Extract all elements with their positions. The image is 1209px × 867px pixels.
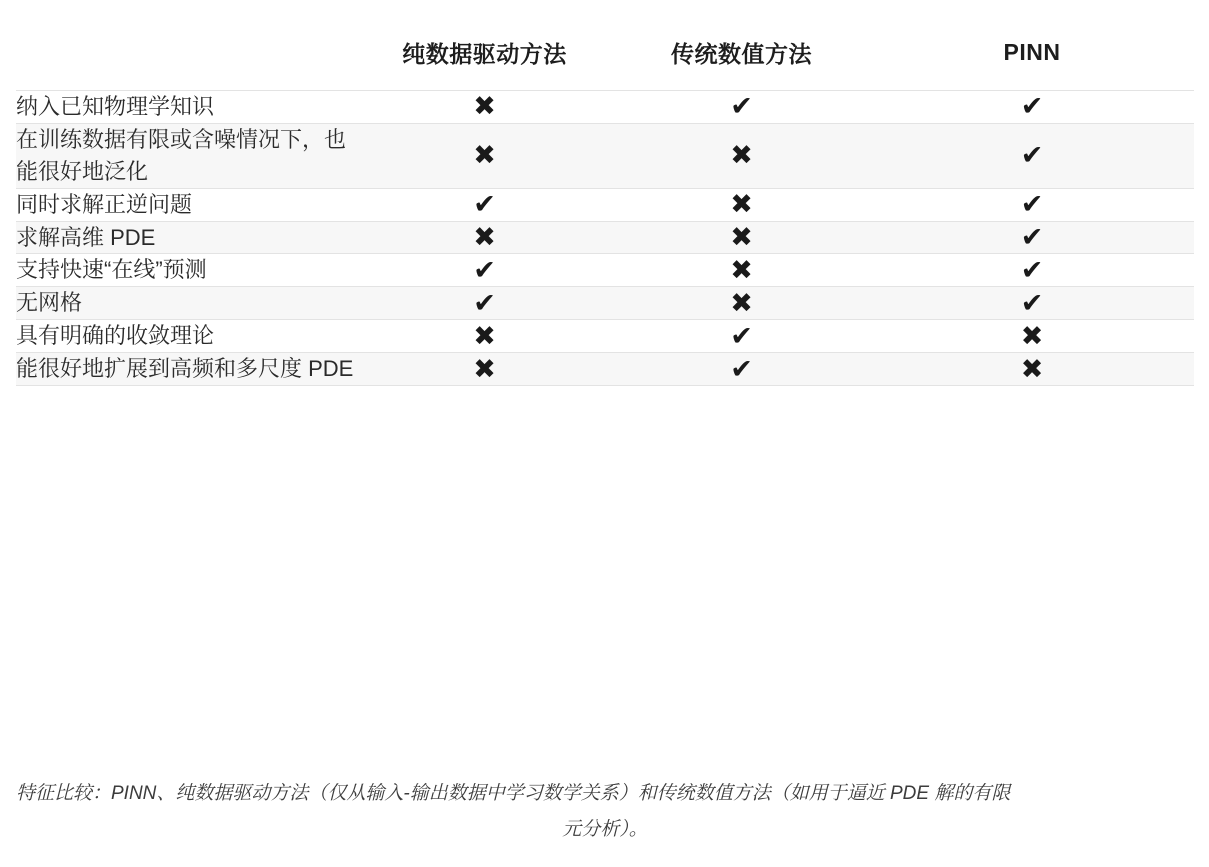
row-label: 具有明确的收敛理论	[16, 320, 356, 353]
table-row	[16, 221, 1194, 254]
cross-icon	[356, 91, 613, 124]
row-label: 无网格	[16, 287, 356, 320]
table-row	[16, 320, 1194, 353]
table-row	[16, 287, 1194, 320]
check-icon	[870, 254, 1194, 287]
row-label: 求解高维 PDE	[16, 221, 356, 254]
cross-icon	[356, 221, 613, 254]
row-label: 支持快速“在线”预测	[16, 254, 356, 287]
table-row	[16, 91, 1194, 124]
check-icon	[613, 320, 870, 353]
check-icon	[870, 123, 1194, 188]
table-body	[16, 91, 1194, 386]
table-header-col-2: 传统数值方法	[613, 14, 870, 91]
table-row	[16, 188, 1194, 221]
table-header-row	[16, 14, 1194, 91]
table-header-col-3: PINN	[870, 14, 1194, 91]
table-row	[16, 254, 1194, 287]
table-row	[16, 123, 1194, 188]
caption-line-1: 特征比较：PINN、纯数据驱动方法（仅从输入-输出数据中学习数学关系）和传统数值方法（如用于逼近 PDE 解的有限	[16, 783, 1011, 804]
cross-icon	[613, 287, 870, 320]
check-icon	[356, 254, 613, 287]
cross-icon	[613, 254, 870, 287]
cross-icon	[356, 353, 613, 386]
table-header-corner	[16, 14, 356, 91]
row-label: 纳入已知物理学知识	[16, 91, 356, 124]
comparison-table	[16, 14, 1194, 386]
cross-icon	[613, 221, 870, 254]
row-label: 能很好地扩展到高频和多尺度 PDE	[16, 353, 356, 386]
cross-icon	[613, 123, 870, 188]
caption-line-2: 元分析）。	[562, 819, 648, 841]
cross-icon	[356, 123, 613, 188]
cross-icon	[356, 320, 613, 353]
check-icon	[870, 91, 1194, 124]
table-header-col-1: 纯数据驱动方法	[356, 14, 613, 91]
cross-icon	[870, 320, 1194, 353]
table-header	[16, 14, 1194, 91]
check-icon	[356, 287, 613, 320]
check-icon	[613, 353, 870, 386]
check-icon	[870, 287, 1194, 320]
check-icon	[613, 91, 870, 124]
row-label: 同时求解正逆问题	[16, 188, 356, 221]
check-icon	[356, 188, 613, 221]
cross-icon	[870, 353, 1194, 386]
comparison-table-wrapper	[16, 14, 1194, 386]
cross-icon	[613, 188, 870, 221]
table-row	[16, 353, 1194, 386]
figure-caption	[16, 776, 1194, 848]
row-label: 在训练数据有限或含噪情况下，也能很好地泛化	[16, 123, 356, 188]
check-icon	[870, 188, 1194, 221]
check-icon	[870, 221, 1194, 254]
